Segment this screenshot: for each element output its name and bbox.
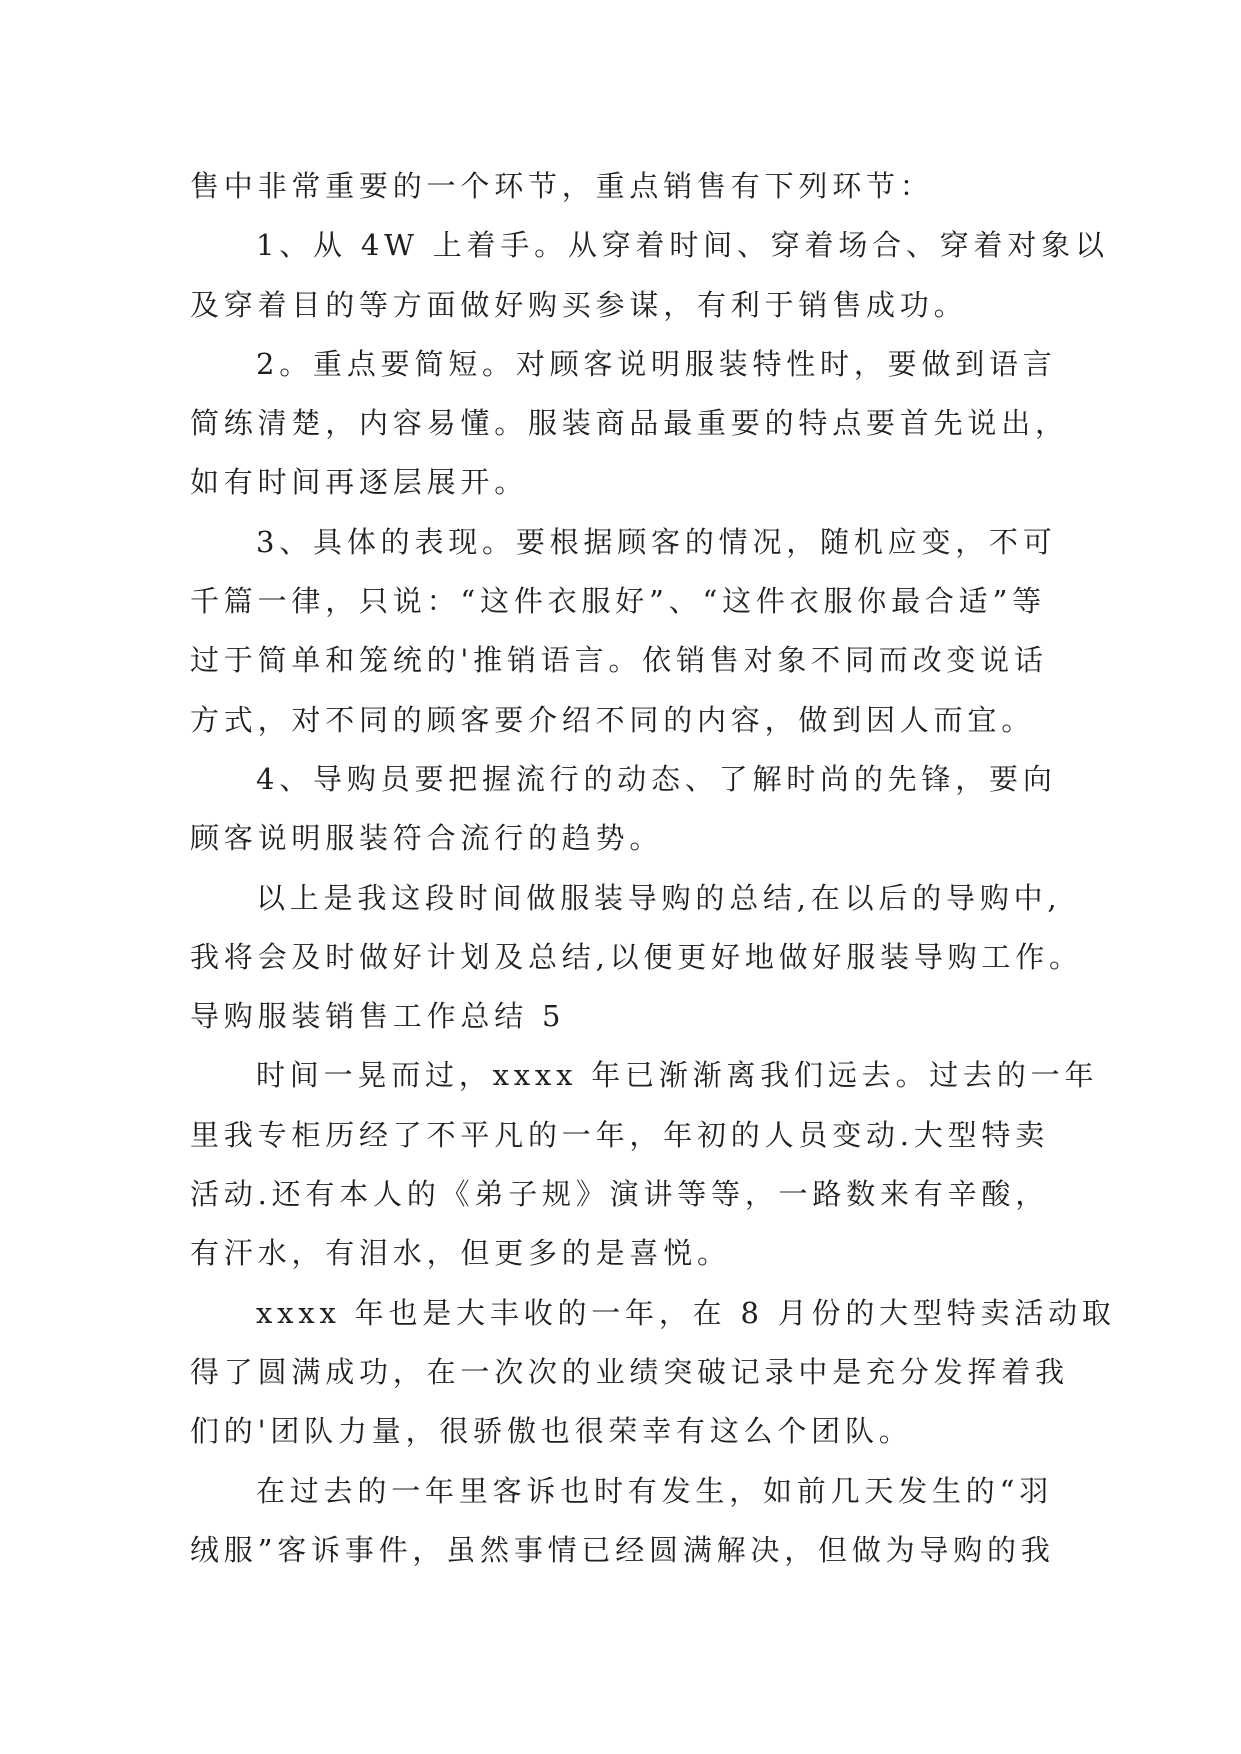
text-line: 1、从 4W 上着手。从穿着时间、穿着场合、穿着对象以 [256, 228, 1109, 263]
text-line: 及穿着目的等方面做好购买参谋，有利于销售成功。 [190, 287, 968, 322]
text-line: 得了圆满成功，在一次次的业绩突破记录中是充分发挥着我 [190, 1354, 1069, 1389]
text-line: 千篇一律，只说：“这件衣服好”、“这件衣服你最合适”等 [190, 584, 1046, 619]
text-line: 里我专柜历经了不平凡的一年，年初的人员变动.大型特卖 [190, 1117, 1050, 1152]
text-line: 绒服”客诉事件，虽然事情已经圆满解决，但做为导购的我 [190, 1532, 1055, 1567]
text-line: 2。重点要简短。对顾客说明服装特性时，要做到语言 [256, 346, 1057, 381]
text-line: 过于简单和笼统的'推销语言。依销售对象不同而改变说话 [190, 643, 1048, 678]
text-line: 我将会及时做好计划及总结,以便更好地做好服装导购工作。 [190, 939, 1083, 974]
text-line: 方式，对不同的顾客要介绍不同的内容，做到因人而宜。 [190, 702, 1036, 737]
text-line: 有汗水，有泪水，但更多的是喜悦。 [190, 1236, 731, 1271]
text-line: 售中非常重要的一个环节，重点销售有下列环节： [190, 169, 934, 203]
text-line: 简练清楚，内容易懂。服装商品最重要的特点要首先说出， [190, 406, 1069, 441]
text-line: 们的'团队力量，很骄傲也很荣幸有这么个团队。 [190, 1414, 913, 1449]
text-line: 如有时间再逐层展开。 [190, 465, 529, 500]
text-line: 以上是我这段时间做服装导购的总结,在以后的导购中, [256, 880, 1062, 915]
text-line: 在过去的一年里客诉也时有发生，如前几天发生的“羽 [256, 1473, 1054, 1508]
text-line: 顾客说明服装符合流行的趋势。 [190, 821, 664, 856]
text-line: 导购服装销售工作总结 5 [190, 999, 566, 1034]
document-body [190, 157, 1116, 1580]
text-line: 活动.还有本人的《弟子规》演讲等等，一路数来有辛酸， [190, 1177, 1050, 1212]
text-line: xxxx 年也是大丰收的一年，在 8 月份的大型特卖活动取 [256, 1295, 1116, 1330]
text-line: 时间一晃而过，xxxx 年已渐渐离我们远去。过去的一年 [256, 1058, 1099, 1093]
text-line: 3、具体的表现。要根据顾客的情况，随机应变，不可 [256, 524, 1057, 559]
text-line: 4、导购员要把握流行的动态、了解时尚的先锋，要向 [256, 761, 1057, 796]
